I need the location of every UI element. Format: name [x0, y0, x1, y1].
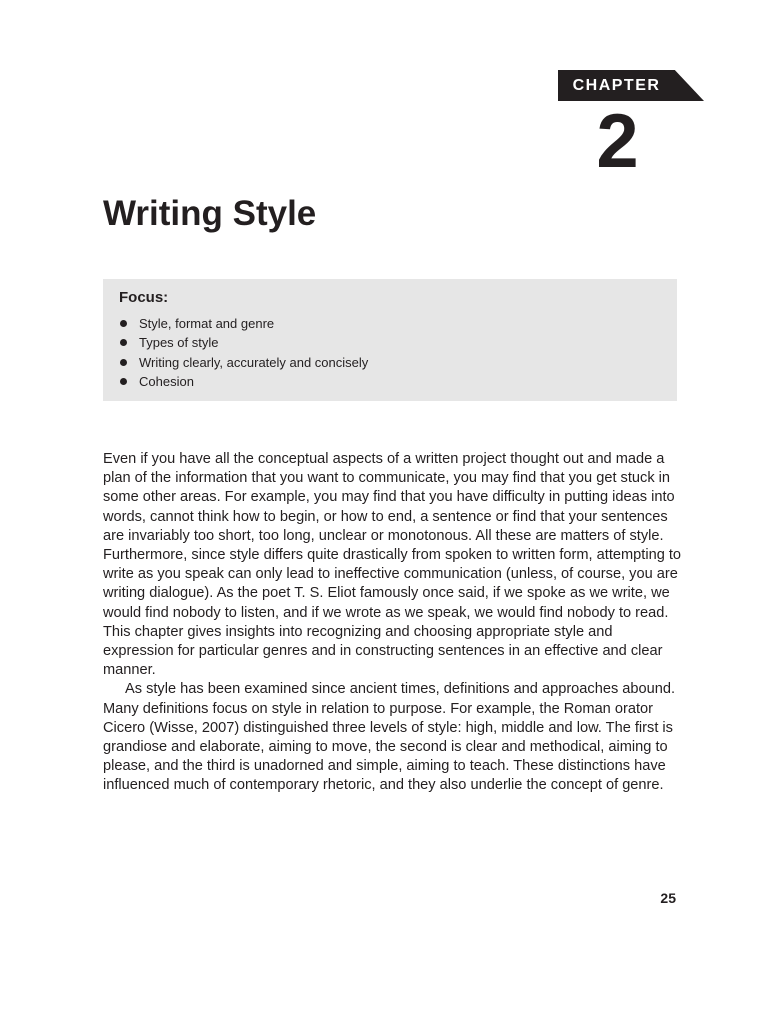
body-paragraph: Even if you have all the conceptual aspects of a written project thought out and made a plan of the information that you want to communicate, you may find that you get stuck in some other areas. For example, you may find that you have difficulty in putting ideas into words, cannot think how to begin, or how to end, a sentence or find that your sentences are invariably too short, too long, unclear or monotonous. All these are matters of style. Furthermore, since style differs quite drastically from spoken to written form, attempting to write as you speak can only lead to ineffective communication (unless, of course, you are writing dialogue). As the poet T. S. Eliot famously once said, if we spoke as we write, we would find nobody to listen, and if we wrote as we speak, we would find nobody to read. This chapter gives insights into recognizing and choosing appropriate style and expression for particular genres and in constructing sentences in an effective and clear manner. [103, 451, 682, 679]
focus-list [119, 314, 661, 391]
focus-item-label: Types of style [139, 335, 219, 351]
bullet-icon [120, 378, 127, 385]
chapter-title: Writing Style [103, 194, 317, 233]
bullet-icon [120, 320, 127, 327]
chapter-number: 2 [596, 99, 639, 184]
focus-heading: Focus: [119, 289, 169, 306]
chapter-label: CHAPTER [572, 77, 661, 94]
focus-item [119, 314, 661, 333]
focus-box [103, 279, 677, 401]
focus-item-label: Cohesion [139, 373, 194, 389]
bullet-icon [120, 339, 127, 346]
focus-item [119, 372, 661, 391]
bullet-icon [120, 359, 127, 366]
body-text [103, 450, 683, 796]
focus-item-label: Style, format and genre [139, 316, 275, 331]
page-number: 25 [660, 890, 676, 906]
focus-item [119, 333, 661, 352]
body-paragraph: As style has been examined since ancient times, definitions and approaches abound. Many definitions focus on style in relation to purpose. For example, the Roman orator Cicero (Wisse, 2007) distinguished three levels of style: high, middle and low. The first is grandiose and elaborate, aiming to move, the second is clear and methodical, aiming to please, and the third is unadorned and simple, aiming to teach. These distinctions have influenced much of contemporary rhetoric, and they also underlie the concept of genre. [103, 681, 676, 794]
focus-item [119, 353, 661, 372]
focus-item-label: Writing clearly, accurately and concisely [139, 354, 369, 370]
